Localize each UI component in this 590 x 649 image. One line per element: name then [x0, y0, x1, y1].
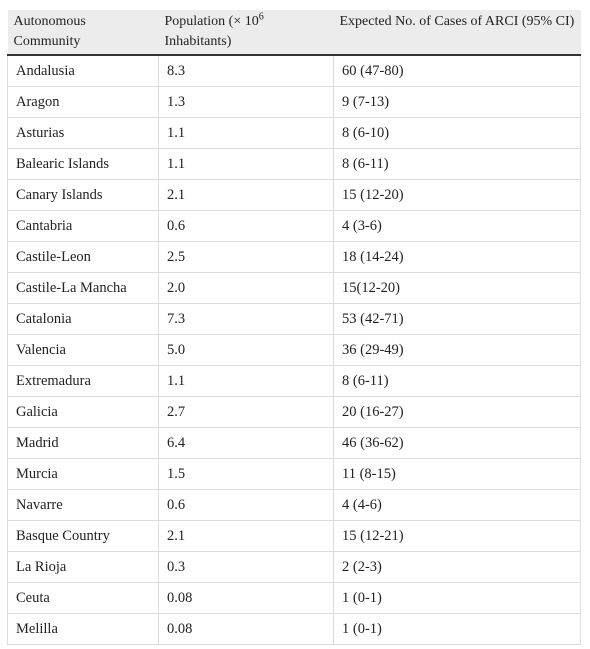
- cell-cases: 36 (29-49): [334, 335, 581, 366]
- cell-community: La Rioja: [8, 552, 159, 583]
- cell-population: 1.1: [159, 149, 334, 180]
- cell-community: Melilla: [8, 614, 159, 645]
- cell-population: 7.3: [159, 304, 334, 335]
- header-population-suffix: Inhabitants): [164, 34, 232, 49]
- cell-community: Andalusia: [8, 55, 159, 87]
- table-row: [8, 490, 581, 521]
- table-row: [8, 273, 581, 304]
- table-row: [8, 583, 581, 614]
- cell-community: Balearic Islands: [8, 149, 159, 180]
- table-row: [8, 397, 581, 428]
- header-population-prefix: Population (× 10: [164, 14, 259, 29]
- table-row: [8, 211, 581, 242]
- cell-cases: 53 (42-71): [334, 304, 581, 335]
- table-row: [8, 459, 581, 490]
- cell-population: 2.1: [159, 180, 334, 211]
- header-population-exponent: 6: [258, 11, 264, 23]
- cell-community: Castile-La Mancha: [8, 273, 159, 304]
- table-row: [8, 366, 581, 397]
- data-table-container: [7, 10, 580, 645]
- cell-cases: 2 (2-3): [334, 552, 581, 583]
- table-row: [8, 521, 581, 552]
- cell-community: Asturias: [8, 118, 159, 149]
- cell-cases: 8 (6-11): [334, 149, 581, 180]
- table-row: [8, 428, 581, 459]
- cell-cases: 8 (6-11): [334, 366, 581, 397]
- cell-community: Navarre: [8, 490, 159, 521]
- cell-population: 1.1: [159, 366, 334, 397]
- table-body: [8, 55, 581, 645]
- table-row: [8, 87, 581, 118]
- cell-community: Catalonia: [8, 304, 159, 335]
- cell-cases: 4 (4-6): [334, 490, 581, 521]
- cell-cases: 18 (14-24): [334, 242, 581, 273]
- cell-population: 0.3: [159, 552, 334, 583]
- cell-population: 0.08: [159, 583, 334, 614]
- cell-community: Ceuta: [8, 583, 159, 614]
- cell-community: Cantabria: [8, 211, 159, 242]
- table-row: [8, 304, 581, 335]
- cell-cases: 15 (12-20): [334, 180, 581, 211]
- cell-community: Madrid: [8, 428, 159, 459]
- cell-cases: 9 (7-13): [334, 87, 581, 118]
- cell-cases: 4 (3-6): [334, 211, 581, 242]
- cell-community: Extremadura: [8, 366, 159, 397]
- cell-community: Galicia: [8, 397, 159, 428]
- cell-cases: 11 (8-15): [334, 459, 581, 490]
- cell-population: 0.08: [159, 614, 334, 645]
- cell-population: 8.3: [159, 55, 334, 87]
- cell-community: Murcia: [8, 459, 159, 490]
- cell-population: 2.1: [159, 521, 334, 552]
- table-row: [8, 552, 581, 583]
- header-population: [159, 10, 334, 55]
- cell-community: Canary Islands: [8, 180, 159, 211]
- cell-population: 0.6: [159, 211, 334, 242]
- table-row: [8, 55, 581, 87]
- cell-population: 1.3: [159, 87, 334, 118]
- cell-cases: 60 (47-80): [334, 55, 581, 87]
- cell-cases: 1 (0-1): [334, 583, 581, 614]
- table-row: [8, 118, 581, 149]
- cell-community: Aragon: [8, 87, 159, 118]
- cell-cases: 20 (16-27): [334, 397, 581, 428]
- cell-population: 2.0: [159, 273, 334, 304]
- cell-population: 2.7: [159, 397, 334, 428]
- cell-cases: 46 (36-62): [334, 428, 581, 459]
- cell-population: 2.5: [159, 242, 334, 273]
- cell-community: Castile-Leon: [8, 242, 159, 273]
- cell-population: 1.5: [159, 459, 334, 490]
- table-row: [8, 180, 581, 211]
- cell-cases: 15(12-20): [334, 273, 581, 304]
- table-row: [8, 242, 581, 273]
- header-cases: Expected No. of Cases of ARCI (95% CI): [334, 10, 581, 55]
- table-header: [8, 10, 581, 55]
- cell-community: Basque Country: [8, 521, 159, 552]
- table-row: [8, 335, 581, 366]
- cell-cases: 15 (12-21): [334, 521, 581, 552]
- cell-cases: 1 (0-1): [334, 614, 581, 645]
- arci-cases-table: [7, 10, 581, 645]
- cell-community: Valencia: [8, 335, 159, 366]
- cell-cases: 8 (6-10): [334, 118, 581, 149]
- header-row: [8, 10, 581, 55]
- header-community: Autonomous Community: [8, 10, 159, 55]
- table-row: [8, 614, 581, 645]
- cell-population: 1.1: [159, 118, 334, 149]
- cell-population: 5.0: [159, 335, 334, 366]
- table-row: [8, 149, 581, 180]
- cell-population: 6.4: [159, 428, 334, 459]
- cell-population: 0.6: [159, 490, 334, 521]
